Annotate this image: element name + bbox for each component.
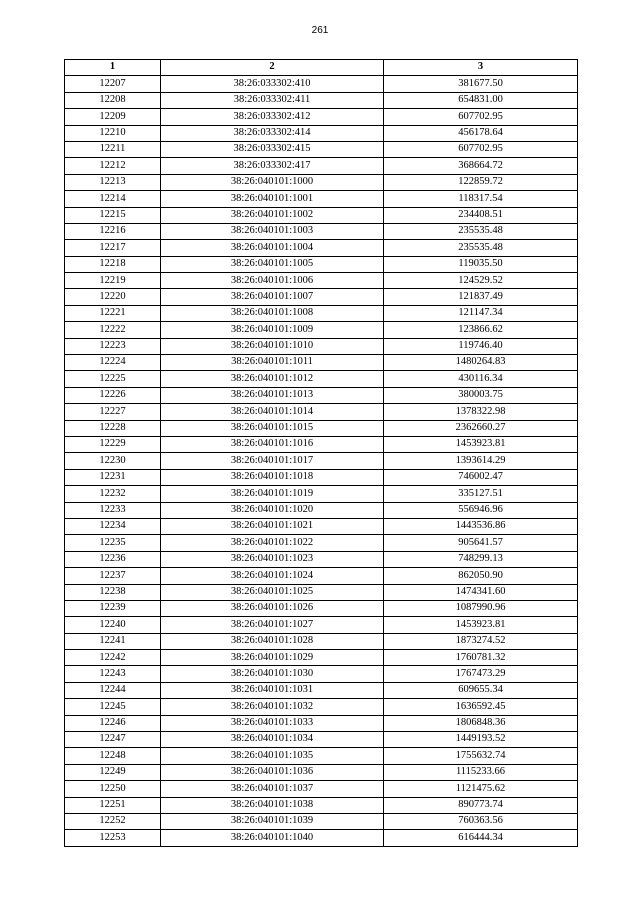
cadastral-number-cell: 38:26:040101:1039 — [161, 813, 384, 829]
value-cell: 556946.96 — [384, 502, 578, 518]
table-row — [65, 781, 578, 797]
row-number-cell: 12246 — [65, 715, 161, 731]
value-cell: 616444.34 — [384, 830, 578, 846]
value-cell: 1873274.52 — [384, 633, 578, 649]
table-body — [65, 76, 578, 846]
cadastral-number-cell: 38:26:040101:1033 — [161, 715, 384, 731]
row-number-cell: 12210 — [65, 125, 161, 141]
table-row — [65, 551, 578, 567]
value-cell: 121837.49 — [384, 289, 578, 305]
value-cell: 1474341.60 — [384, 584, 578, 600]
table-row — [65, 420, 578, 436]
table-row — [65, 256, 578, 272]
row-number-cell: 12209 — [65, 109, 161, 125]
cadastral-number-cell: 38:26:040101:1030 — [161, 666, 384, 682]
cadastral-number-cell: 38:26:033302:411 — [161, 92, 384, 108]
cadastral-number-cell: 38:26:040101:1011 — [161, 355, 384, 371]
table-row — [65, 453, 578, 469]
table-row — [65, 682, 578, 698]
table-row — [65, 469, 578, 485]
value-cell: 124529.52 — [384, 273, 578, 289]
value-cell: 430116.34 — [384, 371, 578, 387]
table-row — [65, 191, 578, 207]
value-cell: 119035.50 — [384, 256, 578, 272]
table-row — [65, 289, 578, 305]
row-number-cell: 12249 — [65, 764, 161, 780]
table-row — [65, 486, 578, 502]
cadastral-number-cell: 38:26:040101:1031 — [161, 682, 384, 698]
row-number-cell: 12231 — [65, 469, 161, 485]
cadastral-number-cell: 38:26:040101:1003 — [161, 223, 384, 239]
value-cell: 890773.74 — [384, 797, 578, 813]
cadastral-number-cell: 38:26:040101:1002 — [161, 207, 384, 223]
table-row — [65, 813, 578, 829]
row-number-cell: 12227 — [65, 404, 161, 420]
value-cell: 905641.57 — [384, 535, 578, 551]
value-cell: 119746.40 — [384, 338, 578, 354]
column-header-2: 2 — [161, 60, 384, 76]
table-row — [65, 240, 578, 256]
cadastral-number-cell: 38:26:040101:1025 — [161, 584, 384, 600]
cadastral-number-cell: 38:26:040101:1035 — [161, 748, 384, 764]
cadastral-number-cell: 38:26:040101:1037 — [161, 781, 384, 797]
value-cell: 2362660.27 — [384, 420, 578, 436]
column-header-1: 1 — [65, 60, 161, 76]
value-cell: 607702.95 — [384, 141, 578, 157]
cadastral-number-cell: 38:26:040101:1020 — [161, 502, 384, 518]
cadastral-number-cell: 38:26:040101:1029 — [161, 650, 384, 666]
cadastral-number-cell: 38:26:040101:1014 — [161, 404, 384, 420]
table-row — [65, 371, 578, 387]
row-number-cell: 12207 — [65, 76, 161, 92]
row-number-cell: 12245 — [65, 699, 161, 715]
cadastral-number-cell: 38:26:033302:412 — [161, 109, 384, 125]
cadastral-number-cell: 38:26:040101:1036 — [161, 764, 384, 780]
cadastral-value-table — [64, 59, 578, 847]
table-row — [65, 92, 578, 108]
row-number-cell: 12251 — [65, 797, 161, 813]
value-cell: 381677.50 — [384, 76, 578, 92]
cadastral-number-cell: 38:26:040101:1018 — [161, 469, 384, 485]
value-cell: 123866.62 — [384, 322, 578, 338]
cadastral-number-cell: 38:26:040101:1040 — [161, 830, 384, 846]
cadastral-number-cell: 38:26:040101:1019 — [161, 486, 384, 502]
cadastral-number-cell: 38:26:040101:1024 — [161, 568, 384, 584]
table-row — [65, 207, 578, 223]
cadastral-number-cell: 38:26:033302:410 — [161, 76, 384, 92]
cadastral-number-cell: 38:26:040101:1023 — [161, 551, 384, 567]
value-cell: 368664.72 — [384, 158, 578, 174]
cadastral-number-cell: 38:26:040101:1001 — [161, 191, 384, 207]
value-cell: 1115233.66 — [384, 764, 578, 780]
row-number-cell: 12241 — [65, 633, 161, 649]
cadastral-number-cell: 38:26:040101:1034 — [161, 732, 384, 748]
cadastral-number-cell: 38:26:033302:417 — [161, 158, 384, 174]
row-number-cell: 12243 — [65, 666, 161, 682]
cadastral-number-cell: 38:26:040101:1009 — [161, 322, 384, 338]
table-row — [65, 436, 578, 452]
value-cell: 335127.51 — [384, 486, 578, 502]
value-cell: 380003.75 — [384, 387, 578, 403]
row-number-cell: 12208 — [65, 92, 161, 108]
row-number-cell: 12239 — [65, 600, 161, 616]
value-cell: 121147.34 — [384, 305, 578, 321]
cadastral-number-cell: 38:26:040101:1038 — [161, 797, 384, 813]
table-row — [65, 748, 578, 764]
value-cell: 456178.64 — [384, 125, 578, 141]
value-cell: 1760781.32 — [384, 650, 578, 666]
row-number-cell: 12214 — [65, 191, 161, 207]
value-cell: 1378322.98 — [384, 404, 578, 420]
table-row — [65, 387, 578, 403]
column-header-3: 3 — [384, 60, 578, 76]
cadastral-number-cell: 38:26:033302:415 — [161, 141, 384, 157]
row-number-cell: 12221 — [65, 305, 161, 321]
row-number-cell: 12220 — [65, 289, 161, 305]
table-row — [65, 158, 578, 174]
table-row — [65, 633, 578, 649]
row-number-cell: 12240 — [65, 617, 161, 633]
row-number-cell: 12238 — [65, 584, 161, 600]
value-cell: 1453923.81 — [384, 617, 578, 633]
row-number-cell: 12252 — [65, 813, 161, 829]
cadastral-number-cell: 38:26:040101:1006 — [161, 273, 384, 289]
cadastral-number-cell: 38:26:040101:1016 — [161, 436, 384, 452]
table-row — [65, 666, 578, 682]
row-number-cell: 12234 — [65, 518, 161, 534]
value-cell: 1087990.96 — [384, 600, 578, 616]
cadastral-number-cell: 38:26:040101:1015 — [161, 420, 384, 436]
cadastral-number-cell: 38:26:040101:1007 — [161, 289, 384, 305]
cadastral-number-cell: 38:26:040101:1021 — [161, 518, 384, 534]
value-cell: 1480264.83 — [384, 355, 578, 371]
table-row — [65, 535, 578, 551]
table-header-row — [65, 60, 578, 76]
table-row — [65, 76, 578, 92]
row-number-cell: 12250 — [65, 781, 161, 797]
row-number-cell: 12224 — [65, 355, 161, 371]
table-row — [65, 223, 578, 239]
table-row — [65, 305, 578, 321]
row-number-cell: 12236 — [65, 551, 161, 567]
table-row — [65, 830, 578, 846]
value-cell: 862050.90 — [384, 568, 578, 584]
value-cell: 118317.54 — [384, 191, 578, 207]
table-row — [65, 125, 578, 141]
table-row — [65, 404, 578, 420]
table-row — [65, 617, 578, 633]
cadastral-number-cell: 38:26:040101:1027 — [161, 617, 384, 633]
row-number-cell: 12216 — [65, 223, 161, 239]
value-cell: 1636592.45 — [384, 699, 578, 715]
table-row — [65, 109, 578, 125]
table-row — [65, 764, 578, 780]
row-number-cell: 12248 — [65, 748, 161, 764]
table-row — [65, 502, 578, 518]
cadastral-number-cell: 38:26:040101:1032 — [161, 699, 384, 715]
table-row — [65, 797, 578, 813]
value-cell: 609655.34 — [384, 682, 578, 698]
value-cell: 1767473.29 — [384, 666, 578, 682]
row-number-cell: 12222 — [65, 322, 161, 338]
value-cell: 654831.00 — [384, 92, 578, 108]
cadastral-number-cell: 38:26:033302:414 — [161, 125, 384, 141]
value-cell: 760363.56 — [384, 813, 578, 829]
row-number-cell: 12223 — [65, 338, 161, 354]
table-row — [65, 715, 578, 731]
table-row — [65, 141, 578, 157]
table-row — [65, 518, 578, 534]
row-number-cell: 12244 — [65, 682, 161, 698]
cadastral-number-cell: 38:26:040101:1028 — [161, 633, 384, 649]
row-number-cell: 12211 — [65, 141, 161, 157]
cadastral-number-cell: 38:26:040101:1004 — [161, 240, 384, 256]
row-number-cell: 12226 — [65, 387, 161, 403]
value-cell: 1443536.86 — [384, 518, 578, 534]
value-cell: 1453923.81 — [384, 436, 578, 452]
row-number-cell: 12229 — [65, 436, 161, 452]
row-number-cell: 12215 — [65, 207, 161, 223]
value-cell: 748299.13 — [384, 551, 578, 567]
page-number: 261 — [311, 25, 329, 36]
value-cell: 1449193.52 — [384, 732, 578, 748]
row-number-cell: 12247 — [65, 732, 161, 748]
row-number-cell: 12233 — [65, 502, 161, 518]
table-row — [65, 732, 578, 748]
value-cell: 746002.47 — [384, 469, 578, 485]
cadastral-number-cell: 38:26:040101:1005 — [161, 256, 384, 272]
value-cell: 607702.95 — [384, 109, 578, 125]
row-number-cell: 12253 — [65, 830, 161, 846]
row-number-cell: 12212 — [65, 158, 161, 174]
cadastral-number-cell: 38:26:040101:1008 — [161, 305, 384, 321]
table-row — [65, 699, 578, 715]
row-number-cell: 12232 — [65, 486, 161, 502]
value-cell: 235535.48 — [384, 223, 578, 239]
row-number-cell: 12235 — [65, 535, 161, 551]
row-number-cell: 12218 — [65, 256, 161, 272]
row-number-cell: 12217 — [65, 240, 161, 256]
cadastral-number-cell: 38:26:040101:1013 — [161, 387, 384, 403]
table-row — [65, 600, 578, 616]
value-cell: 234408.51 — [384, 207, 578, 223]
row-number-cell: 12237 — [65, 568, 161, 584]
cadastral-number-cell: 38:26:040101:1012 — [161, 371, 384, 387]
table-row — [65, 273, 578, 289]
value-cell: 1121475.62 — [384, 781, 578, 797]
row-number-cell: 12230 — [65, 453, 161, 469]
table-row — [65, 338, 578, 354]
value-cell: 1393614.29 — [384, 453, 578, 469]
table-row — [65, 355, 578, 371]
value-cell: 235535.48 — [384, 240, 578, 256]
cadastral-number-cell: 38:26:040101:1026 — [161, 600, 384, 616]
cadastral-number-cell: 38:26:040101:1022 — [161, 535, 384, 551]
value-cell: 122859.72 — [384, 174, 578, 190]
table-row — [65, 650, 578, 666]
cadastral-number-cell: 38:26:040101:1000 — [161, 174, 384, 190]
cadastral-number-cell: 38:26:040101:1017 — [161, 453, 384, 469]
row-number-cell: 12242 — [65, 650, 161, 666]
table-row — [65, 322, 578, 338]
row-number-cell: 12225 — [65, 371, 161, 387]
row-number-cell: 12228 — [65, 420, 161, 436]
cadastral-number-cell: 38:26:040101:1010 — [161, 338, 384, 354]
value-cell: 1806848.36 — [384, 715, 578, 731]
row-number-cell: 12213 — [65, 174, 161, 190]
value-cell: 1755632.74 — [384, 748, 578, 764]
table-row — [65, 174, 578, 190]
table-row — [65, 584, 578, 600]
table-row — [65, 568, 578, 584]
row-number-cell: 12219 — [65, 273, 161, 289]
